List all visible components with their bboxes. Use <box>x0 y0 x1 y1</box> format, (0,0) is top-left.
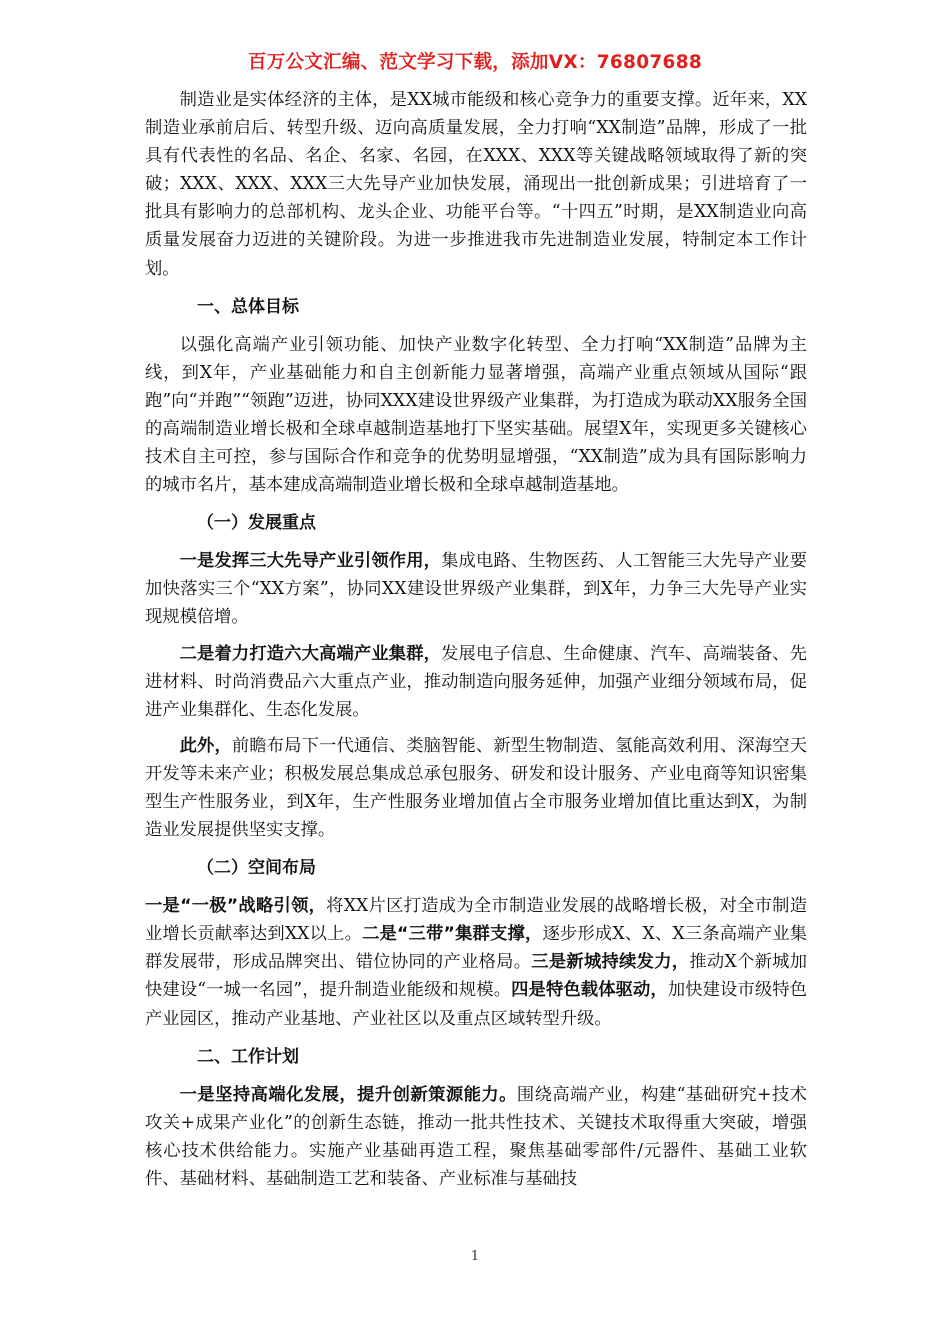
bold-lead: 一是坚持高端化发展，提升创新策源能力。 <box>179 1084 517 1105</box>
paragraph-text: 集成电路、生物医药、人工智能三大先导产业要加快落实三个“XX方案”，协同XX建设世界级产业集群，到X年，力争三大先导产业实现规模倍增。 <box>145 551 807 628</box>
page-number: 1 <box>470 1249 480 1264</box>
development-focus-paragraph-2 <box>145 640 807 724</box>
paragraph-text: 发展电子信息、生命健康、汽车、高端装备、先进材料、时尚消费品六大重点产业，推动制造向服务延伸，加强产业细分领域布局，促进产业集群化、生态化发展。 <box>145 643 807 720</box>
intro-paragraph: 制造业是实体经济的主体，是XX城市能级和核心竞争力的重要支撑。近年来，XX制造业承前启后、转型升级、迈向高质量发展，全力打响“XX制造”品牌，形成了一批具有代表性的名品、名企、名家、名园，在XXX、XXX等关键战略领域取得了新的突破；XXX、XXX、XXX三大先导产业加快发展，涌现出一批创新成果；引进培育了一批具有影响力的总部机构、龙头企业、功能平台等。“十四五”时期，是XX制造业向高质量发展奋力迈进的关键阶段。为进一步推进我市先进制造业发展，特制定本工作计划。 <box>145 90 807 279</box>
bold-lead: 二是“三带”集群支撑， <box>362 924 543 945</box>
bold-lead: 四是特色载体驱动， <box>511 980 668 1001</box>
section-heading-overall-goal: 一、总体目标 <box>197 296 299 317</box>
work-plan-paragraph-1 <box>145 1081 807 1193</box>
development-focus-paragraph-1 <box>145 547 807 631</box>
document-body <box>145 86 807 1193</box>
paragraph-text: 围绕高端产业，构建“基础研究+技术攻关+成果产业化”的创新生态链，推动一批共性技术、关键技术取得重大突破，增强核心技术供给能力。实施产业基础再造工程，聚焦基础零部件/元器件、基础工业软件、基础材料、基础制造工艺和装备、产业标准与基础技 <box>145 1084 807 1189</box>
paragraph-text: 前瞻布局下一代通信、类脑智能、新型生物制造、氢能高效利用、深海空天开发等未来产业；积极发展总集成总承包服务、研发和设计服务、产业电商等知识密集型生产性服务业，到X年，生产性服务业增加值占全市服务业增加值比重达到X，为制造业发展提供坚实支撑。 <box>145 735 807 841</box>
header-banner: 百万公文汇编、范文学习下载，添加VX：76807688 <box>247 52 703 73</box>
overall-goal-paragraph: 以强化高端产业引领功能、加快产业数字化转型、全力打响“XX制造”品牌为主线，到X年，产业基础能力和自主创新能力显著增强，高端产业重点领域从国际“跟跑”向“并跑”“领跑”迈进，协同XXX建设世界级产业集群，为打造成为联动XX服务全国的高端制造业增长极和全球卓越制造基地打下坚实基础。展望X年，实现更多关键核心技术自主可控，参与国际合作和竞争的优势明显增强，“XX制造”成为具有国际影响力的城市名片，基本建成高端制造业增长极和全球卓越制造基地。 <box>145 334 807 496</box>
section-heading-work-plan: 二、工作计划 <box>197 1046 299 1067</box>
bold-lead: 此外， <box>179 735 232 756</box>
bold-lead: 二是着力打造六大高端产业集群， <box>179 643 442 664</box>
spatial-layout-paragraph <box>145 892 807 1032</box>
paragraph-text: 加快建设市级特色产业园区，推动产业基地、产业社区以及重点区域转型升级。 <box>145 980 807 1029</box>
paragraph-text: 推动X个新城加快建设“一城一名园”，提升制造业能级和规模。 <box>145 952 807 1001</box>
bold-lead: 三是新城持续发力， <box>531 952 690 973</box>
paragraph-text: 将XX片区打造成为全市制造业发展的战略增长极，对全市制造业增长贡献率达到XX以上。 <box>145 896 807 945</box>
development-focus-paragraph-3 <box>145 732 807 844</box>
bold-lead: 一是“一极”战略引领， <box>145 896 327 917</box>
paragraph-text: 逐步形成X、X、X三条高端产业集群发展带，形成品牌突出、错位协同的产业格局。 <box>145 924 807 973</box>
subsection-heading-development-focus: （一）发展重点 <box>197 513 316 534</box>
subsection-heading-spatial-layout: （二）空间布局 <box>197 858 316 879</box>
bold-lead: 一是发挥三大先导产业引领作用， <box>179 551 442 572</box>
